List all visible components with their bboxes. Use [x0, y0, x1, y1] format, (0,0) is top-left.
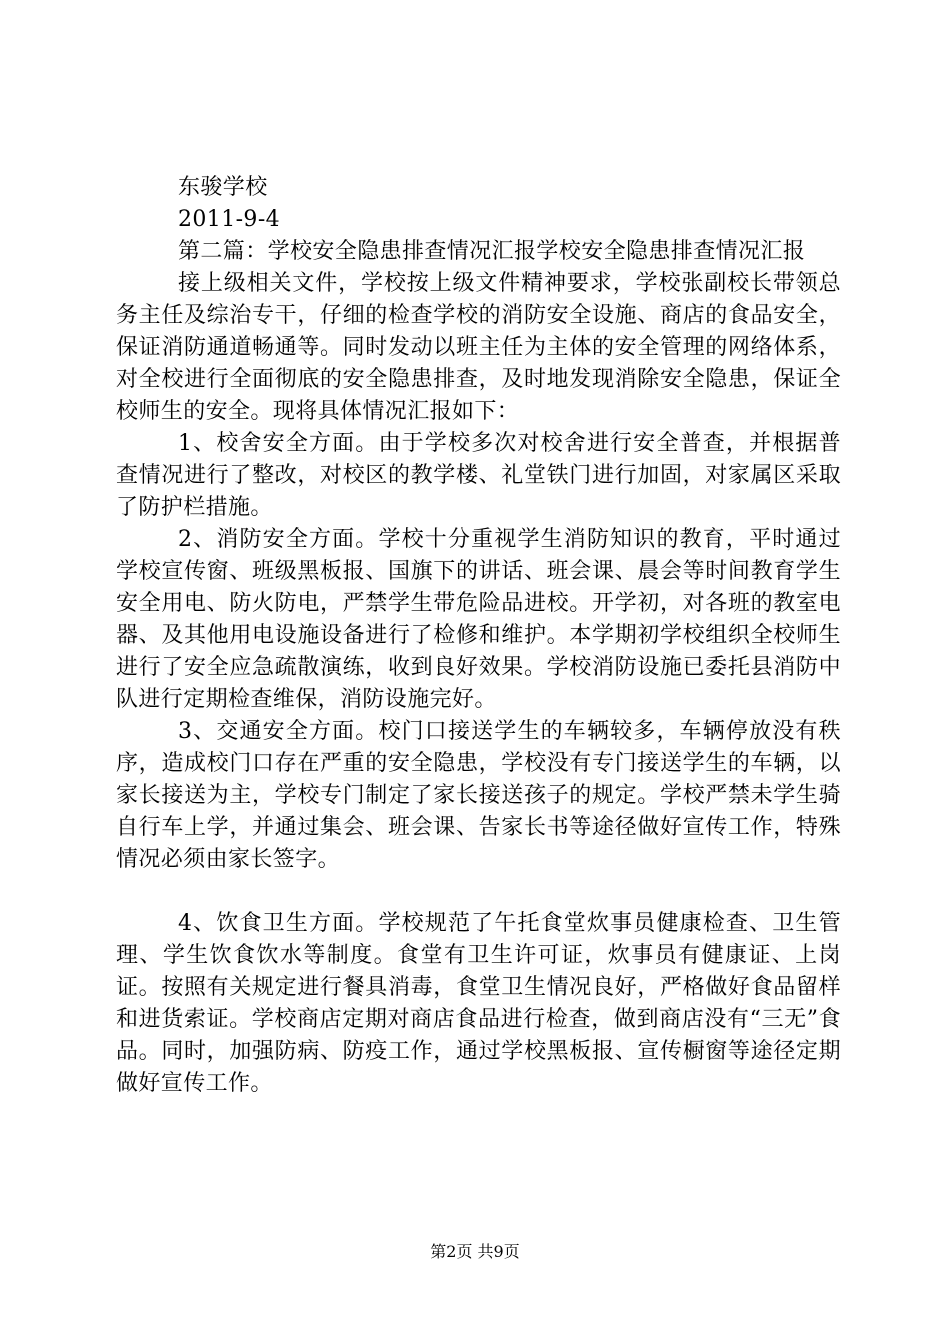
paragraph-food-hygiene: 4、饮食卫生方面。学校规范了午托食堂炊事员健康检查、卫生管理、学生饮食饮水等制度。食堂有卫生许可证，炊事员有健康证、上岗证。按照有关规定进行餐具消毒，食堂卫生情况良好，严格做好食品留样和进货索证。学校商店定期对商店食品进行检查，做到商店没有“三无”食品。同时，加强防病、防疫工作，通过学校黑板报、宣传橱窗等途径定期做好宣传工作。: [116, 911, 841, 1096]
section-title: 第二篇：学校安全隐患排查情况汇报学校安全隐患排查情况汇报: [178, 239, 806, 264]
paragraph-intro: 接上级相关文件，学校按上级文件精神要求，学校张副校长带领总务主任及综治专干，仔细的检查学校的消防安全设施、商店的食品安全，保证消防通道畅通等。同时发动以班主任为主体的安全管理的网络体系，对全校进行全面彻底的安全隐患排查，及时地发现消除安全隐患，保证全校师生的安全。现将具体情况汇报如下：: [116, 271, 841, 424]
paragraph-fire-safety: 2、消防安全方面。学校十分重视学生消防知识的教育，平时通过学校宣传窗、班级黑板报、国旗下的讲话、班会课、晨会等时间教育学生安全用电、防火防电，严禁学生带危险品进校。开学初，对各班的教室电器、及其他用电设施设备进行了检修和维护。本学期初学校组织全校师生进行了安全应急疏散演练，收到良好效果。学校消防设施已委托县消防中队进行定期检查维保，消防设施完好。: [116, 527, 841, 712]
paragraph-school-buildings: 1、校舍安全方面。由于学校多次对校舍进行安全普查，并根据普查情况进行了整改，对校区的教学楼、礼堂铁门进行加固，对家属区采取了防护栏措施。: [116, 431, 841, 520]
paragraph-traffic-safety: 3、交通安全方面。校门口接送学生的车辆较多，车辆停放没有秩序，造成校门口存在严重的安全隐患，学校没有专门接送学生的车辆，以家长接送为主，学校专门制定了家长接送孩子的规定。学校严禁未学生骑自行车上学，并通过集会、班会课、告家长书等途径做好宣传工作，特殊情况必须由家长签字。: [116, 719, 841, 872]
signature-date: 2011-9-4: [178, 207, 281, 232]
signature-school: 东骏学校: [178, 175, 268, 200]
page-indicator: 第2页 共9页: [430, 1242, 520, 1261]
document-body: [116, 172, 841, 1100]
